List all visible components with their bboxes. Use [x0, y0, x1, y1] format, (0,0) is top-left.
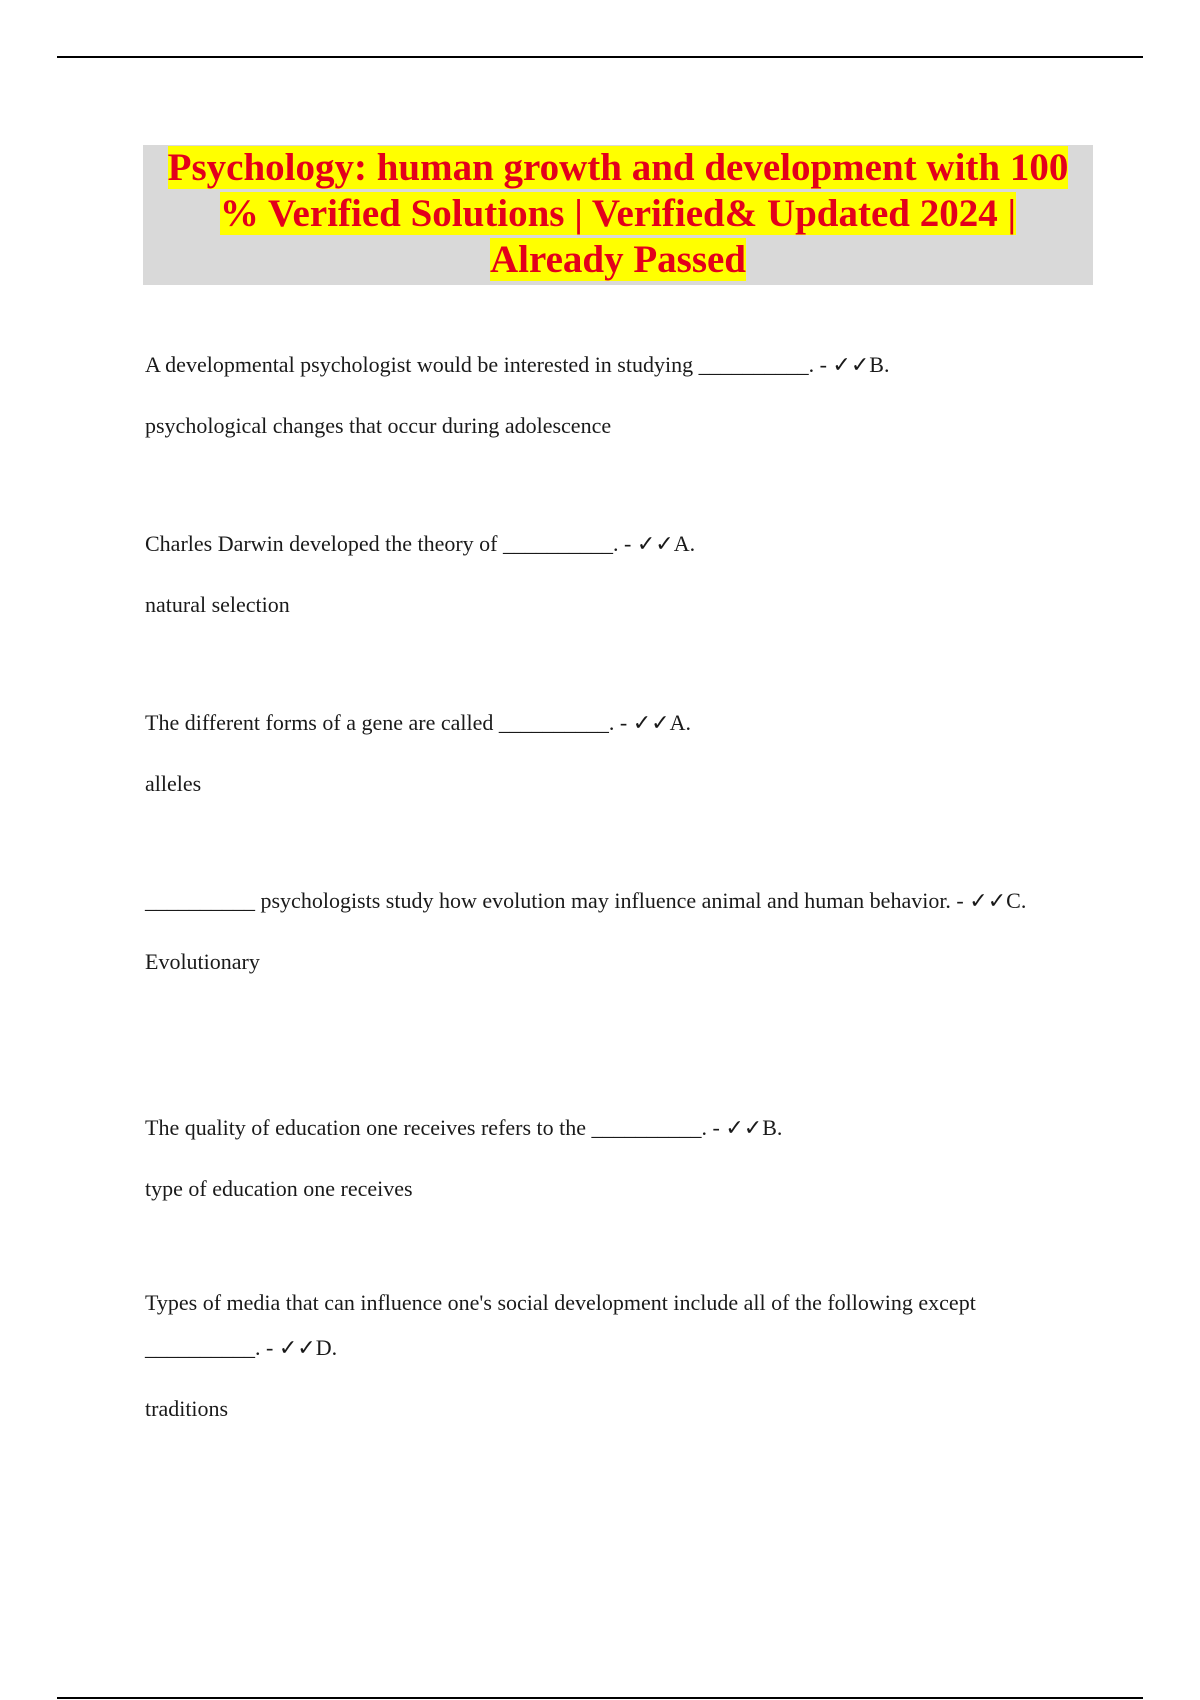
qa-item [145, 878, 1085, 984]
answer-text: alleles [145, 771, 202, 796]
answer-text: traditions [145, 1396, 229, 1421]
title-line-2: % Verified Solutions | Verified& Updated 2024 | [219, 192, 1017, 235]
answer-option: C. [1006, 888, 1027, 913]
answer-option: D. [315, 1335, 338, 1360]
bottom-rule [57, 1697, 1143, 1699]
double-check-icon: ✓✓ [632, 711, 670, 736]
answer-option: A. [669, 710, 691, 735]
title-line-1: Psychology: human growth and development with 100 [167, 146, 1069, 189]
answer-option: A. [673, 531, 696, 556]
answer-text: type of education one receives [145, 1176, 413, 1201]
double-check-icon: ✓✓ [636, 532, 674, 557]
qa-item [145, 1280, 1085, 1431]
answer-text: psychological changes that occur during adolescence [145, 413, 612, 438]
document-title [143, 145, 1093, 283]
top-rule [57, 56, 1143, 58]
qa-item [145, 342, 1085, 448]
question-text: The different forms of a gene are called __________. - ✓✓A. [145, 710, 691, 736]
question-text: Charles Darwin developed the theory of __________. - ✓✓A. [145, 531, 696, 557]
question-text: __________ psychologists study how evolution may influence animal and human behavior. - ✓✓C. [145, 888, 1027, 914]
answer-text: Evolutionary [145, 949, 260, 974]
double-check-icon: ✓✓ [725, 1116, 763, 1141]
question-text: Types of media that can influence one's social development include all of the following except __________. - ✓✓D. [145, 1290, 976, 1361]
double-check-icon: ✓✓ [969, 889, 1007, 914]
qa-item [145, 1105, 1085, 1211]
answer-text: natural selection [145, 592, 290, 617]
answer-option: B. [869, 352, 890, 377]
question-text: A developmental psychologist would be interested in studying __________. - ✓✓B. [145, 352, 890, 378]
double-check-icon: ✓✓ [278, 1336, 316, 1361]
qa-item [145, 700, 1085, 806]
title-line-3: Already Passed [489, 238, 747, 281]
answer-option: B. [762, 1115, 783, 1140]
title-box [143, 145, 1093, 285]
double-check-icon: ✓✓ [832, 353, 870, 378]
qa-item [145, 521, 1085, 627]
question-text: The quality of education one receives refers to the __________. - ✓✓B. [145, 1115, 783, 1141]
